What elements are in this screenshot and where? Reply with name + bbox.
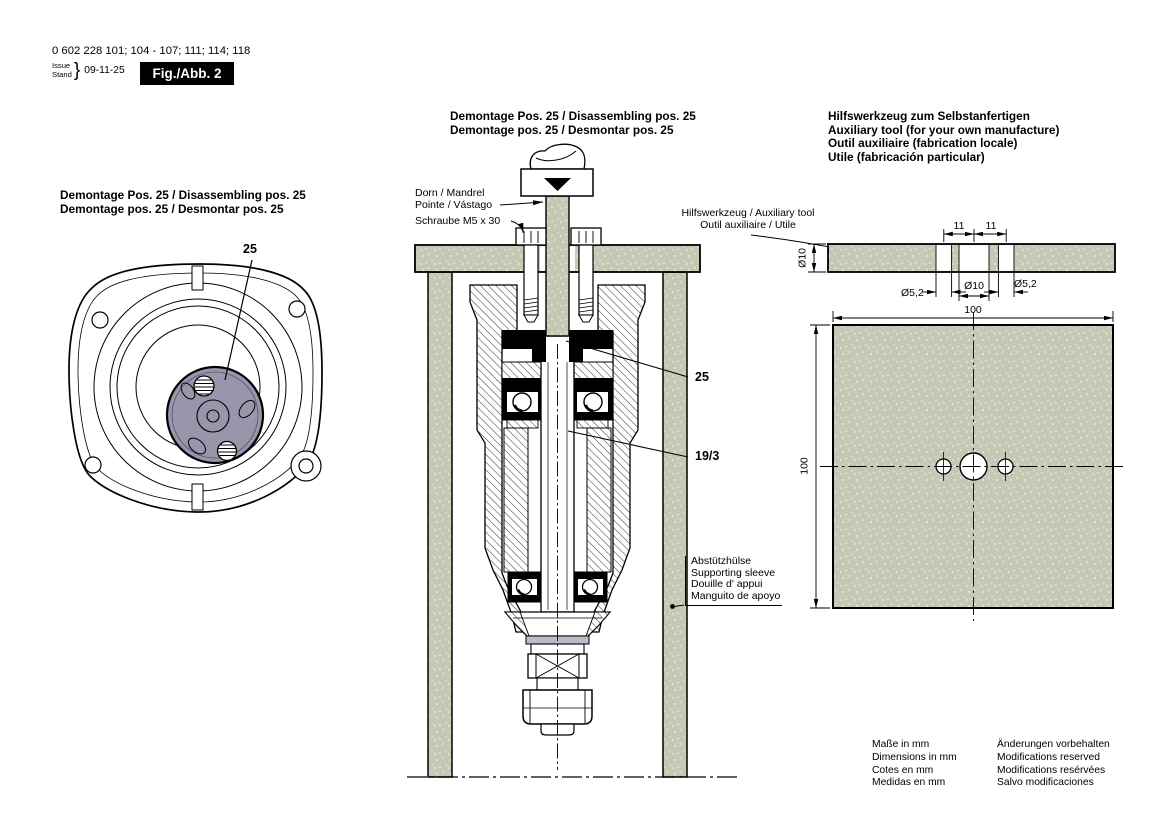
mandrel-callout-line1: Dorn / Mandrel: [415, 187, 485, 199]
front-view-drawing: [69, 260, 322, 512]
dim-label-width-100: 100: [964, 304, 982, 316]
aux-tool-callout-line2: Outil auxiliaire / Utile: [700, 218, 796, 231]
footer-units-line2: Dimensions in mm: [872, 751, 957, 763]
dim-plate-thickness: [808, 244, 826, 272]
dim-label-d10-center: Ø10: [964, 280, 984, 292]
press-knob: [530, 144, 585, 169]
screw-left: [516, 228, 546, 322]
aux-tool-caption-line2: Auxiliary tool (for your own manufacture): [828, 122, 1060, 137]
leader-mandrel: [500, 202, 543, 205]
seal-right: [569, 330, 613, 362]
seal-left: [502, 330, 546, 362]
part-label-25-section: 25: [695, 370, 709, 384]
leader-sleeve-dot: [670, 604, 675, 609]
footer-notice-line2: Modifications reserved: [997, 751, 1101, 763]
sleeve-callout-line1: Abstützhülse: [691, 555, 752, 567]
part-label-25-front: 25: [243, 242, 257, 256]
footer-units: [872, 739, 957, 790]
spindle-sleeve-right: [587, 428, 611, 572]
aux-tool-caption-line4: Utile (fabricación particular): [828, 149, 985, 164]
section-view-caption: [450, 110, 696, 137]
aux-tool-top-view: [810, 311, 1126, 621]
support-column-left: [428, 272, 452, 777]
aux-tool-callout-line1: Hilfswerkzeug / Auxiliary tool: [681, 207, 815, 219]
part-numbers: 0 602 228 101; 104 - 107; 111; 114; 118: [52, 45, 251, 57]
clamp-tab-top: [192, 266, 203, 290]
stand-word: Stand: [52, 69, 72, 79]
footer-units-line4: Medidas en mm: [872, 777, 946, 789]
lower-ball-bearing-right: [574, 572, 607, 602]
footer-notice-line1: Änderungen vorbehalten: [997, 739, 1110, 750]
section-view-drawing: [407, 144, 845, 777]
aux-tool-side-view: [808, 229, 1115, 301]
section-view-caption-line1: Demontage Pos. 25 / Disassembling pos. 25: [450, 109, 696, 123]
sleeve-callout-line2: Supporting sleeve: [691, 566, 776, 579]
sleeve-callout: [685, 556, 782, 606]
dim-label-thickness: Ø10: [796, 248, 809, 268]
lower-ball-bearing-left: [508, 572, 541, 602]
dim-label-d52-right: Ø5,2: [1014, 278, 1037, 290]
upper-ball-bearing-left: [502, 384, 543, 420]
mandrel-callout: [415, 188, 492, 211]
dim-label-11-left: 11: [953, 220, 965, 232]
issue-brace: }: [73, 60, 81, 81]
upper-ball-bearing-right: [572, 384, 613, 420]
sleeve-callout-line3: Douille d' appui: [691, 578, 763, 591]
issue-stand: [52, 61, 125, 80]
sleeve-callout-line4: Manguito de apoyo: [691, 589, 781, 602]
dim-label-11-right: 11: [985, 220, 997, 232]
footer-units-line3: Cotes en mm: [872, 764, 934, 776]
mandrel-bar: [546, 196, 569, 336]
mandrel-callout-line2: Pointe / Vástago: [415, 198, 493, 211]
footer-units-line1: Maße in mm: [872, 739, 930, 750]
footer-notice-line4: Salvo modificaciones: [997, 777, 1094, 789]
footer-notice: [997, 739, 1110, 790]
dim-label-d52-left: Ø5,2: [901, 287, 924, 299]
aux-tool-caption-line1: Hilfswerkzeug zum Selbstanfertigen: [828, 109, 1030, 123]
part-label-19-3: 19/3: [695, 449, 720, 463]
spindle-sleeve-left: [504, 428, 528, 572]
aux-tool-caption: [828, 110, 1059, 164]
issue-word: Issue: [52, 61, 71, 71]
front-view-caption-line1: Demontage Pos. 25 / Disassembling pos. 25: [60, 188, 306, 202]
disc-screw-top: [193, 376, 215, 396]
clamp-tab-bottom: [192, 484, 203, 510]
footer-notice-line3: Modifications resérvées: [997, 764, 1106, 776]
aux-tool-callout: [678, 208, 818, 231]
dim-label-height-100: 100: [798, 457, 811, 475]
issue-date: 09-11-25: [84, 65, 125, 76]
screw-callout: Schraube M5 x 30: [415, 215, 501, 227]
section-view-caption-line2: Demontage pos. 25 / Desmontar pos. 25: [450, 122, 674, 137]
front-view-caption-line2: Demontage pos. 25 / Desmontar pos. 25: [60, 201, 284, 216]
front-view-caption: [60, 189, 306, 216]
screw-right: [571, 228, 601, 322]
aux-tool-caption-line3: Outil auxiliaire (fabrication locale): [828, 136, 1018, 151]
support-column-right: [663, 272, 687, 777]
bearing-flange-disc: [167, 367, 263, 463]
figure-number-badge: Fig./Abb. 2: [140, 62, 234, 85]
